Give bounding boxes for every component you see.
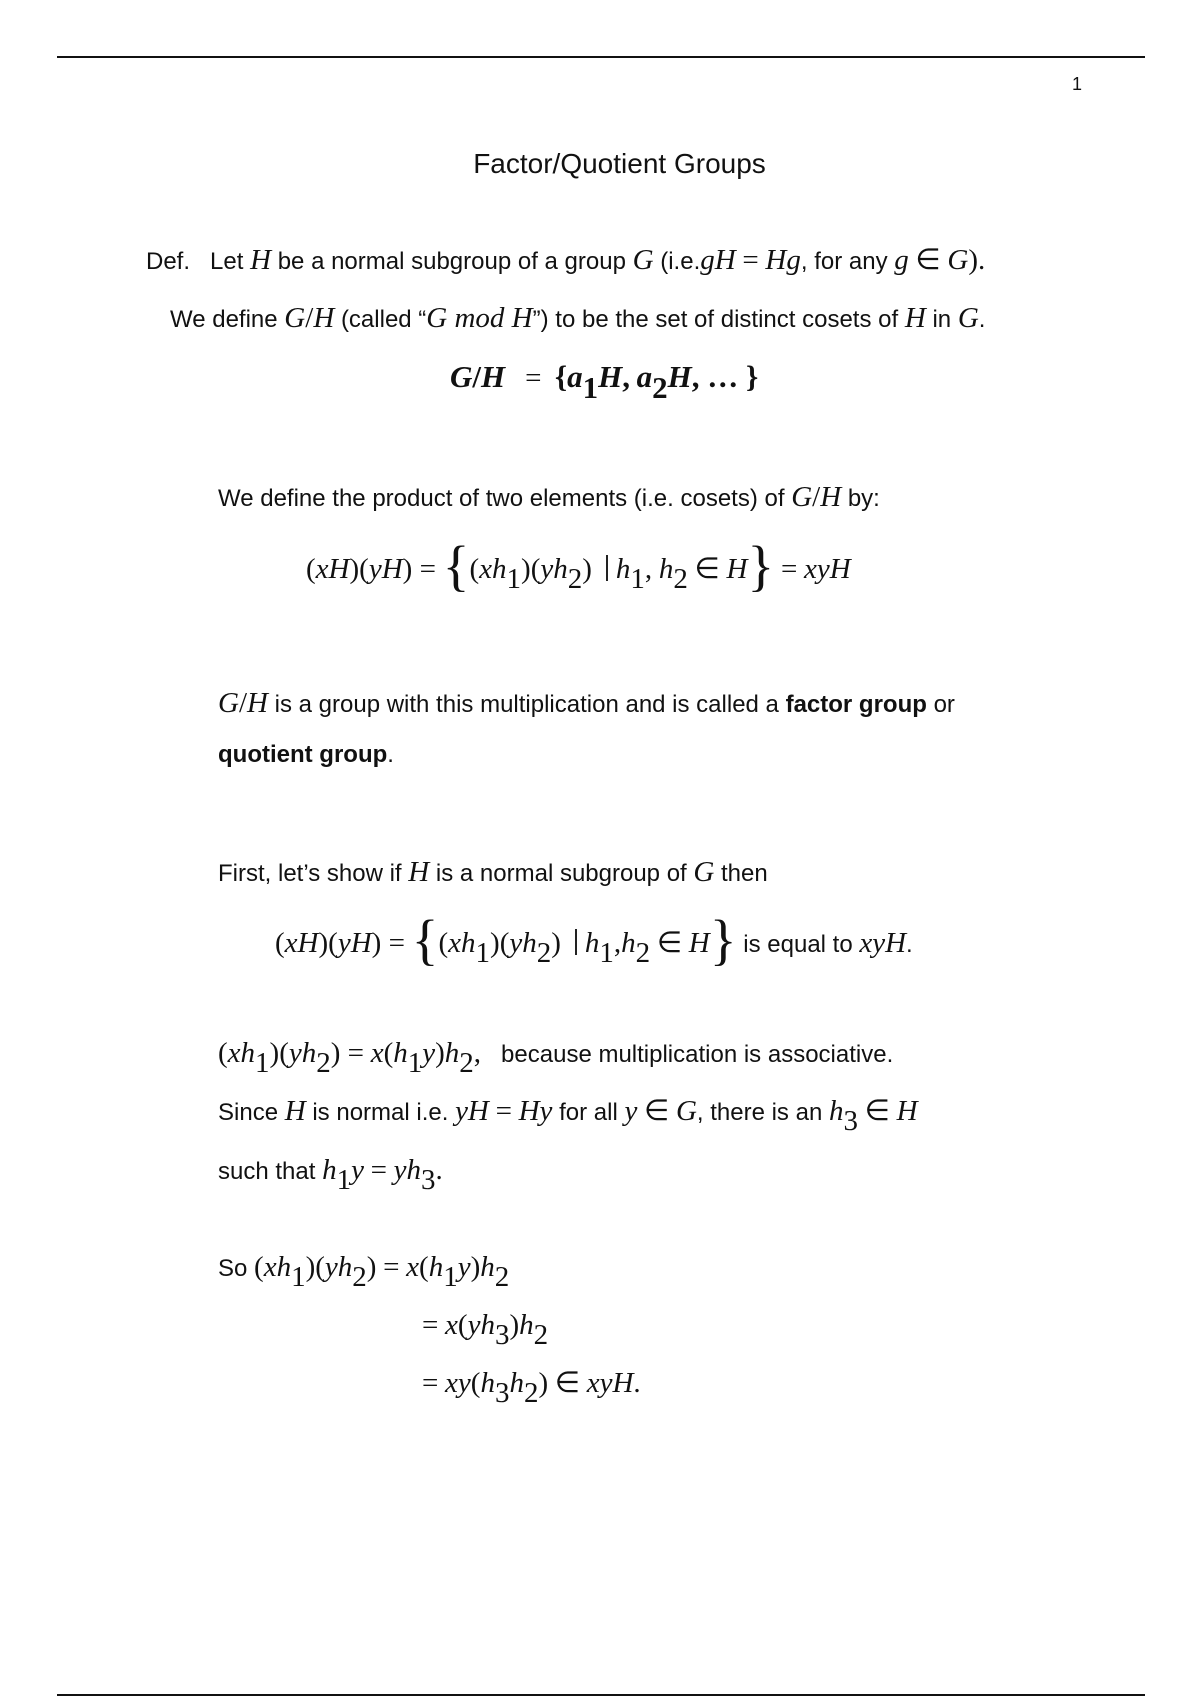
product-equation-claim: $(xH)(yH) = \{(xh_1)(yh_2)$ $h_1,h_2$ ∈ H} is equal to xyH. bbox=[275, 909, 913, 972]
definition-line-2: We define G/H (called “G mod H”) to be the set of distinct cosets of H in G. bbox=[170, 302, 986, 334]
product-equation: $(xH)(yH) = \{(xh_1)(yh_2)$ $h_1$, $h_2$ ∈ H} = xyH bbox=[306, 535, 851, 598]
top-rule bbox=[57, 56, 1145, 58]
such-that-line: such that $h_1y = yh_3$. bbox=[218, 1154, 443, 1197]
definition-label: Def. bbox=[146, 248, 191, 275]
derivation-line-1: So $(xh_1)(yh_2) = x(h_1y)h_2$ bbox=[218, 1251, 510, 1294]
definition-line-1: Def. Let H be a normal subgroup of a group G (i.e.gH = Hg, for any g ∈ G). bbox=[146, 244, 986, 276]
factor-group-statement: G/H is a group with this multiplication and is called a factor group or bbox=[218, 687, 955, 719]
term-quotient-group: quotient group bbox=[218, 741, 388, 768]
factor-group-statement-2: quotient group. bbox=[218, 741, 394, 768]
proof-first-line: First, let’s show if H is a normal subgroup of G then bbox=[218, 856, 768, 888]
page-title: Factor/Quotient Groups bbox=[473, 148, 766, 179]
product-intro: We define the product of two elements (i.e. cosets) of G/H by: bbox=[218, 481, 880, 513]
bottom-rule bbox=[57, 1694, 1145, 1696]
associativity-line: $(xh_1)(yh_2) = x(h_1y)h_2$, because multiplication is associative. bbox=[218, 1037, 894, 1080]
derivation-line-3: = $xy(h_3h_2)$ ∈ xyH. bbox=[422, 1367, 641, 1410]
term-factor-group: factor group bbox=[785, 691, 927, 718]
quotient-set-equation: G/H = {$a_1H$, $a_2H$, … } bbox=[450, 359, 759, 405]
page-number: 1 bbox=[1072, 74, 1083, 94]
normality-line: Since H is normal i.e. yH = Hy for all y ∈ G, there is an $h_3$ ∈ H bbox=[218, 1095, 918, 1138]
derivation-line-2: = $x(yh_3)h_2$ bbox=[422, 1309, 549, 1352]
